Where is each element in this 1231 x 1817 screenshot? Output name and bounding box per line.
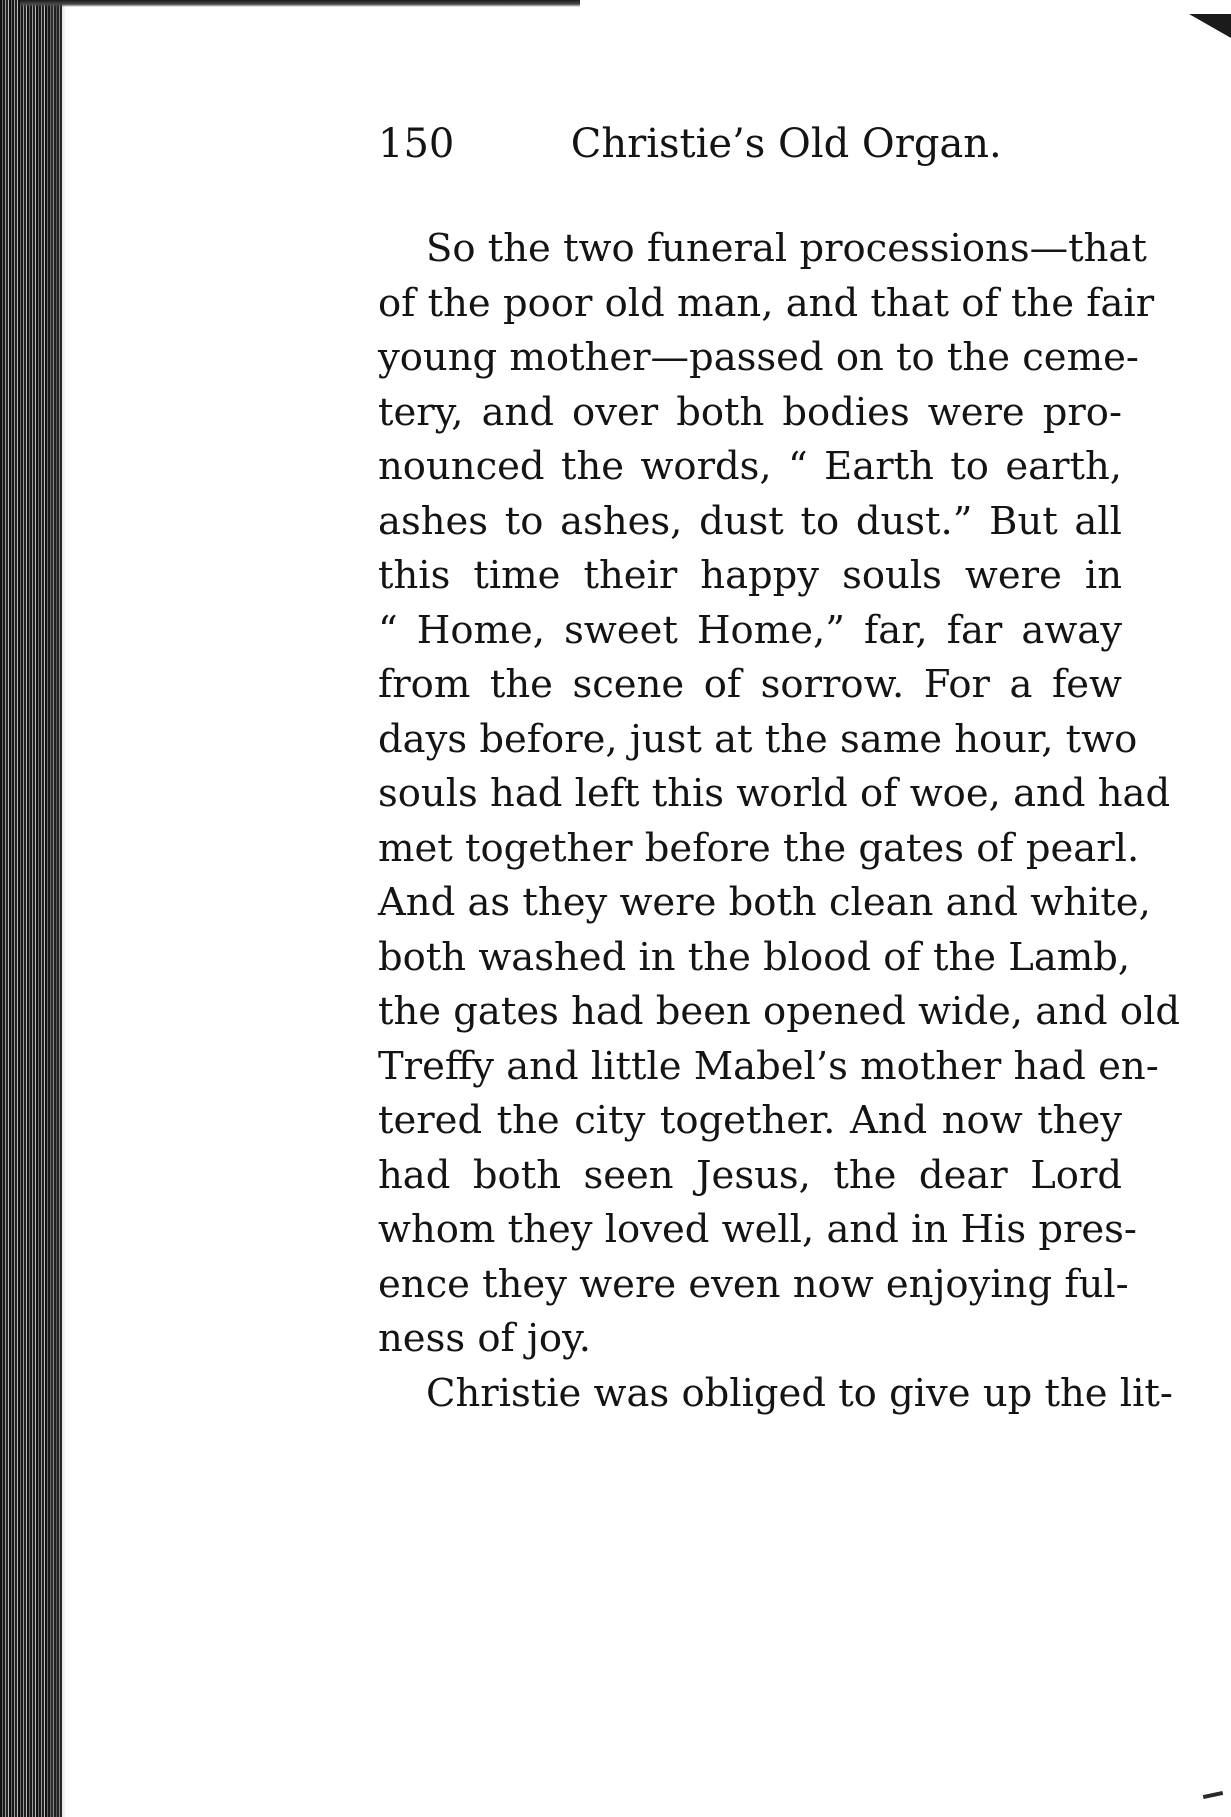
text-line: ence they were even now enjoying ful-: [378, 1261, 1129, 1307]
page-corner-mark: [1189, 14, 1231, 38]
text-line: Treffy and little Mabel’s mother had en-: [378, 1043, 1159, 1089]
text-line: met together before the gates of pearl.: [378, 825, 1140, 871]
text-line: had both seen Jesus, the dear Lord: [378, 1152, 1122, 1198]
text-line: tered the city together. And now they: [378, 1098, 1122, 1143]
gutter-shadow: [50, 0, 66, 1817]
text-line: “ Home, sweet Home,” far, far away: [378, 607, 1122, 653]
text-line: of the poor old man, and that of the fair: [378, 280, 1155, 326]
text-line: whom they loved well, and in His pres-: [378, 1207, 1137, 1252]
text-line: souls had left this world of woe, and had: [378, 771, 1171, 816]
text-line: nounced the words, “ Earth to earth,: [378, 444, 1122, 489]
running-title: Christie’s Old Organ.: [570, 121, 1002, 167]
page-top-edge: [20, 0, 580, 7]
body-text: [378, 222, 1181, 1421]
text-line: So the two funeral processions—that: [426, 226, 1147, 271]
text-line: And as they were both clean and white,: [378, 880, 1151, 925]
text-line: this time their happy souls were in: [378, 553, 1122, 598]
text-line: young mother—passed on to the ceme-: [378, 335, 1139, 380]
text-line: ness of joy.: [378, 1316, 591, 1361]
page-header: [378, 120, 1018, 168]
text-line: ashes to ashes, dust to dust.” But all: [378, 498, 1122, 544]
text-line: both washed in the blood of the Lamb,: [378, 934, 1131, 980]
text-line: tery, and over both bodies were pro-: [378, 389, 1122, 435]
page-number: 150: [378, 121, 455, 167]
text-line: from the scene of sorrow. For a few: [378, 662, 1122, 707]
text-line: Christie was obliged to give up the lit-: [426, 1370, 1173, 1416]
page-bottom-mark: [1203, 1791, 1223, 1799]
text-line: the gates had been opened wide, and old: [378, 989, 1181, 1034]
text-line: days before, just at the same hour, two: [378, 716, 1138, 762]
